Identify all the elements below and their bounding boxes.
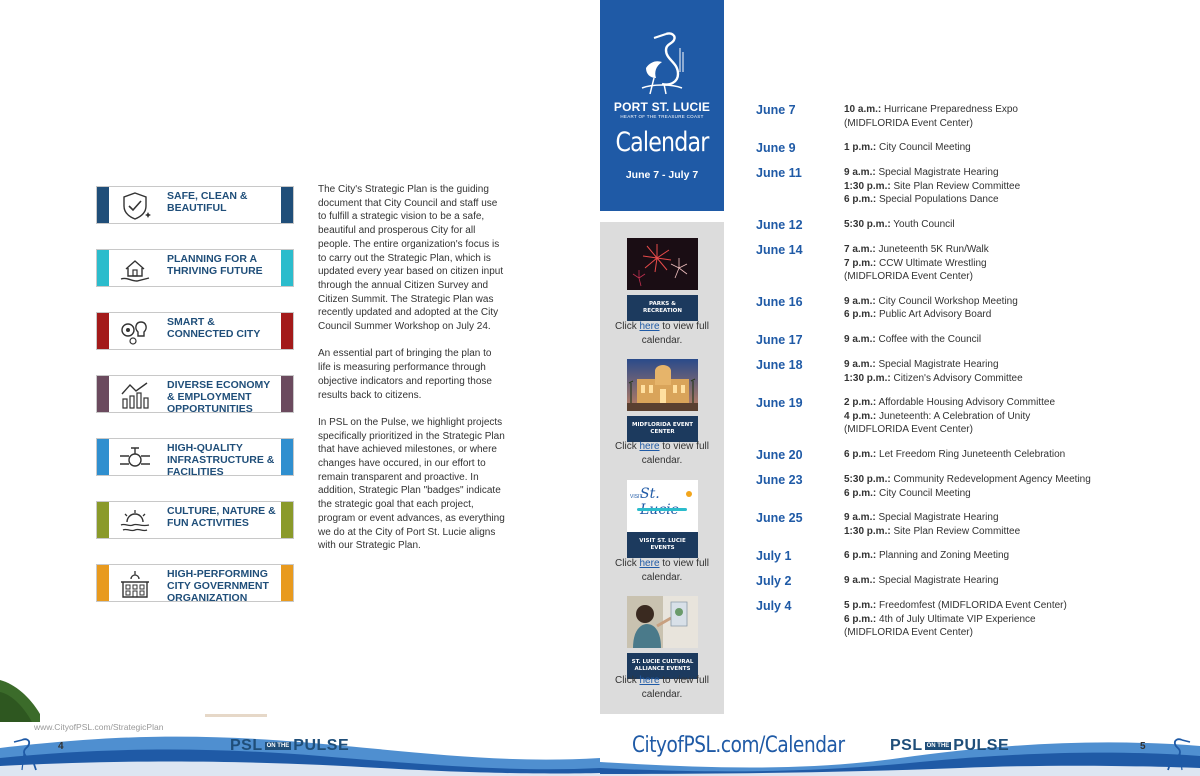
badge-label: PLANNING FOR A THRIVING FUTURE (167, 253, 263, 277)
event-line: 9 a.m.: Coffee with the Council (844, 333, 982, 345)
psl-pulse-logo (230, 737, 349, 755)
grass-decoration (0, 672, 40, 722)
event-date: July 1 (756, 549, 792, 564)
event-day (756, 333, 1176, 347)
event-items (844, 549, 1176, 563)
badge-bar-right (281, 376, 293, 412)
logo-tag: ON THE (266, 742, 290, 749)
event-items (844, 333, 1176, 347)
strategic-plan-url[interactable]: www.CityofPSL.com/StrategicPlan (34, 722, 164, 732)
event-line: 9 a.m.: Special Magistrate Hearing (844, 167, 999, 179)
logo-visit: VISIT (630, 494, 643, 500)
event-line: 2 p.m.: Affordable Housing Advisory Committee (844, 397, 1056, 409)
badge-bar-right (281, 502, 293, 538)
logo-pulse: PULSE (293, 737, 350, 754)
event-date: June 25 (756, 511, 803, 526)
divider (205, 714, 267, 717)
psl-pulse-logo (890, 737, 1009, 755)
event-line: 6 p.m.: City Council Meeting (844, 487, 971, 499)
event-date: June 16 (756, 294, 803, 309)
event-day (756, 473, 1176, 500)
event-line: 1 p.m.: City Council Meeting (844, 142, 971, 154)
event-date: June 14 (756, 242, 803, 257)
calendar-title: Calendar (615, 127, 709, 158)
heron-icon (10, 736, 44, 774)
event-line: 6 p.m.: Public Art Advisory Board (844, 309, 992, 321)
event-items (844, 295, 1176, 322)
event-items (844, 218, 1176, 232)
event-line: 7 a.m.: Juneteenth 5K Run/Walk (844, 243, 989, 255)
event-date: June 9 (756, 141, 796, 156)
badge-bar-right (281, 187, 293, 223)
event-list (756, 103, 1176, 640)
sun-icon (686, 491, 692, 497)
external-calendars-panel (600, 222, 724, 714)
growth-chart-icon (117, 379, 153, 411)
badge-label: DIVERSE ECONOMY & EMPLOYMENT OPPORTUNITIES (167, 379, 271, 415)
event-day (756, 103, 1176, 130)
badge-bar-left (97, 439, 109, 475)
event-day (756, 448, 1176, 462)
event-line: 6 p.m.: 4th of July Ultimate VIP Experience (844, 613, 1036, 625)
event-date: July 4 (756, 599, 792, 614)
event-date: June 12 (756, 217, 803, 232)
badge-bar-right (281, 565, 293, 601)
paragraph: In PSL on the Pulse, we highlight projects specifically prioritized in the Strategic Plan that have achieved milestones, or where changes have occured, in our effort to remain transparent and proactive. In addition, Strategic Plan "badges" indicate the strategic goal that each project, program or event advances, as everything we do at the City of Port St. Lucie aligns with our Strategic Plan. (318, 416, 505, 552)
event-line: 7 p.m.: CCW Ultimate Wrestling (844, 257, 987, 269)
artist-image (627, 596, 698, 648)
visit-calendar-link[interactable]: here (639, 558, 660, 569)
event-items (844, 358, 1176, 385)
strategic-plan-text (318, 183, 506, 567)
event-date: June 18 (756, 357, 803, 372)
parks-calendar-link[interactable]: here (639, 321, 660, 332)
event-items (844, 166, 1176, 207)
event-items (844, 574, 1176, 588)
logo-psl: PSL (230, 737, 263, 754)
paragraph: The City's Strategic Plan is the guiding document that City Council and staff use to fulfill a strategic vision to be a safe, beautiful and prosperous City for all people. The entire organization's focus is to carry out the Strategic Plan, which is updated every year based on citizen input through the annual Citizen Survey and Citizen Summit. The Strategic Plan was recently updated and adopted at the City Council Summer Workshop on July 24. (318, 184, 504, 333)
event-date: June 23 (756, 472, 803, 487)
badge-label: CULTURE, NATURE & FUN ACTIVITIES (167, 505, 276, 529)
event-day (756, 511, 1176, 538)
thumb-caption: PARKS & RECREATION (627, 295, 698, 321)
thumb-caption: VISIT ST. LUCIE EVENTS (627, 532, 698, 558)
event-day (756, 549, 1176, 563)
badge-bar-left (97, 502, 109, 538)
event-line: 6 p.m.: Planning and Zoning Meeting (844, 550, 1010, 562)
fireworks-image (627, 238, 698, 290)
event-day (756, 141, 1176, 155)
parks-recreation-thumb[interactable] (627, 238, 698, 321)
badge-label: SAFE, CLEAN & BEAUTIFUL (167, 190, 248, 214)
badge-diverse-economy (96, 375, 294, 413)
event-day (756, 166, 1176, 207)
event-items (844, 396, 1176, 437)
badge-bar-left (97, 376, 109, 412)
badge-smart-connected (96, 312, 294, 350)
parks-calendar-note: Click here to view full calendar. (615, 321, 709, 346)
event-line: 9 a.m.: Special Magistrate Hearing (844, 512, 999, 524)
event-line: 1:30 p.m.: Site Plan Review Committee (844, 180, 1021, 192)
event-day (756, 574, 1176, 588)
visit-calendar-note: Click here to view full calendar. (615, 558, 709, 583)
event-day (756, 295, 1176, 322)
badge-bar-left (97, 565, 109, 601)
midflorida-thumb[interactable] (627, 359, 698, 442)
badge-bar-right (281, 313, 293, 349)
badge-bar-left (97, 250, 109, 286)
badge-infrastructure (96, 438, 294, 476)
badge-city-government (96, 564, 294, 602)
badge-bar-right (281, 250, 293, 286)
event-line: 9 a.m.: Special Magistrate Hearing (844, 575, 999, 587)
event-date: July 2 (756, 574, 792, 589)
calendar-url[interactable]: CityofPSL.com/Calendar (632, 733, 845, 758)
logo-tag: ON THE (926, 742, 950, 749)
logo-pulse: PULSE (953, 737, 1010, 754)
paragraph: An essential part of bringing the plan to life is measuring performance through objective indicators and reporting those results back to citizens. (318, 348, 492, 401)
wave-line (637, 508, 687, 511)
thumb-caption: MIDFLORIDA EVENT CENTER (627, 416, 698, 442)
sunset-water-icon (117, 505, 153, 537)
event-date: June 7 (756, 103, 796, 117)
cultural-alliance-thumb[interactable] (627, 596, 698, 679)
event-line: 5:30 p.m.: Youth Council (844, 218, 955, 230)
page-number-left: 4 (58, 741, 64, 752)
badge-bar-left (97, 187, 109, 223)
event-items (844, 448, 1176, 462)
event-items (844, 599, 1176, 640)
event-day (756, 599, 1176, 640)
event-line: 4 p.m.: Juneteenth: A Celebration of Unity (844, 410, 1031, 422)
event-center-image (627, 359, 698, 411)
event-line: 5:30 p.m.: Community Redevelopment Agency Meeting (844, 473, 1091, 485)
event-date: June 17 (756, 332, 803, 347)
event-line: 9 a.m.: City Council Workshop Meeting (844, 295, 1018, 307)
midflorida-calendar-note: Click here to view full calendar. (615, 441, 709, 466)
event-line: (MIDFLORIDA Event Center) (844, 117, 973, 129)
visit-st-lucie-thumb[interactable] (627, 480, 698, 558)
event-line: 9 a.m.: Special Magistrate Hearing (844, 358, 999, 370)
house-hand-icon (117, 253, 153, 285)
cultural-calendar-link[interactable]: here (639, 675, 660, 686)
heron-logo-icon (636, 28, 688, 98)
strategic-badges (96, 186, 294, 627)
city-name: PORT ST. LUCIE (613, 100, 711, 114)
event-date: June 11 (756, 166, 802, 181)
event-line: (MIDFLORIDA Event Center) (844, 271, 973, 283)
event-line: 5 p.m.: Freedomfest (MIDFLORIDA Event Center) (844, 600, 1067, 612)
event-items (844, 243, 1176, 284)
badge-label: SMART & CONNECTED CITY (167, 316, 261, 340)
city-hall-icon (117, 568, 153, 600)
city-tagline: HEART OF THE TREASURE COAST (620, 114, 704, 119)
gear-bulb-icon (117, 316, 153, 348)
badge-bar-right (281, 439, 293, 475)
event-line: 1:30 p.m.: Site Plan Review Committee (844, 525, 1021, 537)
thumb-caption: ST. LUCIE CULTURAL ALLIANCE EVENTS (627, 653, 698, 679)
cultural-calendar-note: Click here to view full calendar. (615, 675, 709, 700)
event-day (756, 218, 1176, 232)
badge-safe-clean (96, 186, 294, 224)
logo-st-lucie: St. (640, 486, 660, 502)
event-date: June 19 (756, 396, 803, 411)
event-line: 6 p.m.: Special Populations Dance (844, 194, 999, 206)
midflorida-calendar-link[interactable]: here (639, 441, 660, 452)
badge-label: HIGH-QUALITY INFRASTRUCTURE & FACILITIES (167, 442, 275, 478)
event-items (844, 141, 1176, 155)
heron-icon (1160, 736, 1194, 774)
event-line: 6 p.m.: Let Freedom Ring Juneteenth Celebration (844, 448, 1066, 460)
event-line: 10 a.m.: Hurricane Preparedness Expo (844, 104, 1018, 115)
page-number-right: 5 (1140, 741, 1146, 752)
badge-bar-left (97, 313, 109, 349)
event-day (756, 243, 1176, 284)
calendar-date-range: June 7 - July 7 (625, 169, 699, 181)
event-day (756, 396, 1176, 437)
visit-st-lucie-logo (627, 480, 698, 532)
pipe-valve-icon (117, 442, 153, 474)
event-line: (MIDFLORIDA Event Center) (844, 627, 973, 639)
event-day (756, 358, 1176, 385)
event-items (844, 511, 1176, 538)
event-date: June 20 (756, 447, 803, 462)
badge-label: HIGH-PERFORMING CITY GOVERNMENT ORGANIZATION (167, 568, 269, 604)
event-items (844, 473, 1176, 500)
event-line: (MIDFLORIDA Event Center) (844, 424, 973, 436)
logo-psl: PSL (890, 737, 923, 754)
shield-check-icon (117, 190, 153, 222)
event-items (844, 103, 1176, 130)
badge-planning (96, 249, 294, 287)
calendar-header (600, 0, 724, 211)
badge-culture-nature (96, 501, 294, 539)
event-line: 1:30 p.m.: Citizen's Advisory Committee (844, 372, 1023, 384)
